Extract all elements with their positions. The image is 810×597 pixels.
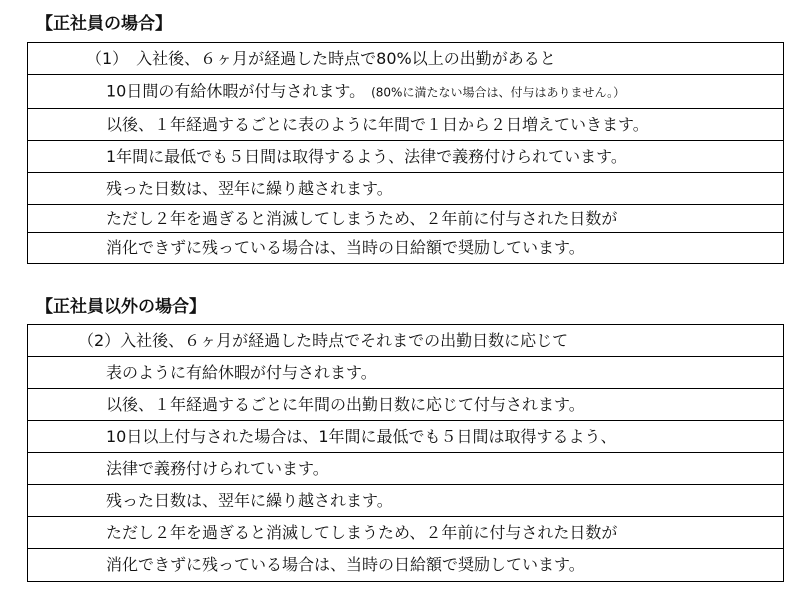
table-row xyxy=(28,141,783,173)
row-text: 1年間に最低でも５日間は取得するよう、法律で義務付けられています。 xyxy=(106,146,627,166)
row-text: 10日間の有給休暇が付与されます。 xyxy=(106,81,366,100)
row-text: ただし２年を過ぎると消滅してしまうため、２年前に付与された日数が xyxy=(106,522,618,542)
row-text: 以後、１年経過するごとに表のように年間で１日から２日増えていきます。 xyxy=(106,114,649,134)
table-row xyxy=(28,173,783,205)
row-text: ただし２年を過ぎると消滅してしまうため、２年前に付与された日数が xyxy=(106,208,618,228)
row-text-with-note xyxy=(106,81,625,102)
table-row xyxy=(28,75,783,109)
table-row xyxy=(28,453,783,485)
section-heading-regular-employees: 【正社員の場合】 xyxy=(36,14,172,34)
table-row xyxy=(28,325,783,357)
table-row xyxy=(28,517,783,549)
row-text: 残った日数は、翌年に繰り越されます。 xyxy=(106,178,393,198)
row-text: 残った日数は、翌年に繰り越されます。 xyxy=(106,490,393,510)
table-row xyxy=(28,549,783,581)
row-text: 消化できずに残っている場合は、当時の日給額で奨励しています。 xyxy=(106,238,585,257)
row-text: 以後、１年経過するごとに年間の出勤日数に応じて付与されます。 xyxy=(106,394,585,414)
table-row xyxy=(28,43,783,75)
non-regular-employee-box xyxy=(27,324,784,582)
table-row xyxy=(28,421,783,453)
row-text: （1） 入社後、６ヶ月が経過した時点で80%以上の出勤があると xyxy=(86,48,556,68)
section-heading-non-regular-employees: 【正社員以外の場合】 xyxy=(36,297,206,317)
row-text: 10日以上付与された場合は、1年間に最低でも５日間は取得するよう、 xyxy=(106,426,617,446)
row-text: （2）入社後、６ヶ月が経過した時点でそれまでの出勤日数に応じて xyxy=(78,330,569,350)
row-text: 表のように有給休暇が付与されます。 xyxy=(106,362,377,382)
table-row xyxy=(28,389,783,421)
table-row xyxy=(28,485,783,517)
table-row xyxy=(28,233,783,263)
row-text: 消化できずに残っている場合は、当時の日給額で奨励しています。 xyxy=(106,555,585,574)
table-row xyxy=(28,357,783,389)
row-text: 法律で義務付けられています。 xyxy=(106,458,329,478)
row-note: (80%に満たない場合は、付与はありません。） xyxy=(371,85,626,99)
table-row xyxy=(28,109,783,141)
table-row xyxy=(28,205,783,233)
regular-employee-box xyxy=(27,42,784,264)
